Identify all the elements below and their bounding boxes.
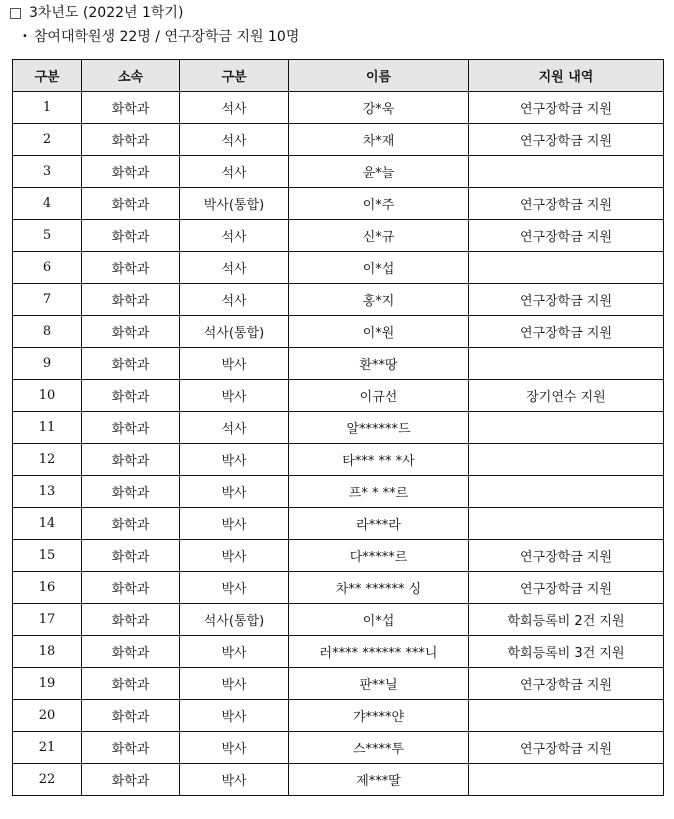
cell-name: 차** ****** 싱	[289, 572, 469, 604]
table-row	[13, 412, 664, 444]
cell-department: 화학과	[82, 604, 180, 636]
table-row	[13, 156, 664, 188]
column-header-department: 소속	[82, 60, 180, 92]
table-row	[13, 252, 664, 284]
cell-name: 이*섭	[289, 604, 469, 636]
cell-department: 화학과	[82, 156, 180, 188]
cell-department: 화학과	[82, 476, 180, 508]
cell-number: 7	[13, 284, 82, 316]
cell-support: 연구장학금 지원	[469, 284, 664, 316]
cell-support: 연구장학금 지원	[469, 540, 664, 572]
cell-degree: 박사(통합)	[180, 188, 289, 220]
table-row	[13, 92, 664, 124]
cell-degree: 석사	[180, 412, 289, 444]
cell-support: 학회등록비 2건 지원	[469, 604, 664, 636]
cell-number: 22	[13, 764, 82, 796]
cell-name: 프* * **르	[289, 476, 469, 508]
cell-support	[469, 476, 664, 508]
cell-support: 연구장학금 지원	[469, 572, 664, 604]
cell-degree: 박사	[180, 508, 289, 540]
table-row	[13, 348, 664, 380]
cell-number: 18	[13, 636, 82, 668]
table-row	[13, 444, 664, 476]
section-heading-text: 3차년도 (2022년 1학기)	[29, 5, 184, 21]
cell-name: 홍*지	[289, 284, 469, 316]
cell-name: 이*섭	[289, 252, 469, 284]
cell-name: 차*재	[289, 124, 469, 156]
table-row	[13, 220, 664, 252]
cell-number: 2	[13, 124, 82, 156]
cell-support	[469, 252, 664, 284]
cell-degree: 박사	[180, 444, 289, 476]
cell-name: 판**닐	[289, 668, 469, 700]
cell-name: 제***딸	[289, 764, 469, 796]
cell-degree: 박사	[180, 764, 289, 796]
cell-department: 화학과	[82, 572, 180, 604]
cell-department: 화학과	[82, 540, 180, 572]
cell-name: 환**땅	[289, 348, 469, 380]
cell-name: 스****투	[289, 732, 469, 764]
cell-degree: 석사(통합)	[180, 316, 289, 348]
cell-support	[469, 444, 664, 476]
cell-department: 화학과	[82, 188, 180, 220]
cell-number: 3	[13, 156, 82, 188]
checkbox-square-icon	[10, 8, 21, 19]
cell-support: 연구장학금 지원	[469, 220, 664, 252]
table-row	[13, 668, 664, 700]
table-row	[13, 764, 664, 796]
cell-department: 화학과	[82, 380, 180, 412]
cell-number: 11	[13, 412, 82, 444]
section-heading	[10, 4, 183, 22]
cell-number: 9	[13, 348, 82, 380]
cell-department: 화학과	[82, 92, 180, 124]
cell-department: 화학과	[82, 732, 180, 764]
cell-department: 화학과	[82, 668, 180, 700]
cell-name: 타*** ** *사	[289, 444, 469, 476]
table-row	[13, 604, 664, 636]
cell-name: 갸****얀	[289, 700, 469, 732]
table-body	[13, 92, 664, 796]
cell-department: 화학과	[82, 700, 180, 732]
cell-department: 화학과	[82, 316, 180, 348]
cell-name: 강*욱	[289, 92, 469, 124]
cell-support: 학회등록비 3건 지원	[469, 636, 664, 668]
cell-name: 이*원	[289, 316, 469, 348]
cell-degree: 석사(통합)	[180, 604, 289, 636]
cell-name: 알******드	[289, 412, 469, 444]
table-row	[13, 732, 664, 764]
cell-degree: 박사	[180, 476, 289, 508]
column-header-support: 지원 내역	[469, 60, 664, 92]
cell-name: 라***라	[289, 508, 469, 540]
cell-name: 윤*늘	[289, 156, 469, 188]
cell-name: 다*****르	[289, 540, 469, 572]
column-header-name: 이름	[289, 60, 469, 92]
cell-support	[469, 764, 664, 796]
cell-support: 연구장학금 지원	[469, 92, 664, 124]
cell-department: 화학과	[82, 764, 180, 796]
cell-number: 13	[13, 476, 82, 508]
table-row	[13, 188, 664, 220]
cell-number: 6	[13, 252, 82, 284]
cell-department: 화학과	[82, 284, 180, 316]
column-header-degree: 구분	[180, 60, 289, 92]
cell-number: 10	[13, 380, 82, 412]
cell-degree: 박사	[180, 348, 289, 380]
cell-support: 연구장학금 지원	[469, 316, 664, 348]
cell-degree: 석사	[180, 220, 289, 252]
table-row	[13, 316, 664, 348]
cell-number: 14	[13, 508, 82, 540]
cell-department: 화학과	[82, 220, 180, 252]
cell-number: 20	[13, 700, 82, 732]
cell-degree: 석사	[180, 92, 289, 124]
table-row	[13, 636, 664, 668]
cell-number: 17	[13, 604, 82, 636]
cell-support: 연구장학금 지원	[469, 668, 664, 700]
cell-support	[469, 700, 664, 732]
cell-number: 15	[13, 540, 82, 572]
cell-department: 화학과	[82, 348, 180, 380]
cell-department: 화학과	[82, 252, 180, 284]
table-row	[13, 380, 664, 412]
bullet-icon: •	[22, 31, 28, 42]
table-header-row	[13, 60, 664, 92]
cell-support: 장기연수 지원	[469, 380, 664, 412]
cell-department: 화학과	[82, 636, 180, 668]
cell-department: 화학과	[82, 412, 180, 444]
cell-name: 신*규	[289, 220, 469, 252]
cell-degree: 박사	[180, 700, 289, 732]
cell-support: 연구장학금 지원	[469, 124, 664, 156]
cell-number: 8	[13, 316, 82, 348]
cell-degree: 박사	[180, 668, 289, 700]
cell-number: 16	[13, 572, 82, 604]
cell-number: 19	[13, 668, 82, 700]
cell-department: 화학과	[82, 444, 180, 476]
summary-text: 참여대학원생 22명 / 연구장학금 지원 10명	[33, 29, 300, 45]
column-header-number: 구분	[13, 60, 82, 92]
cell-degree: 박사	[180, 540, 289, 572]
cell-support	[469, 156, 664, 188]
table-row	[13, 284, 664, 316]
table-row	[13, 572, 664, 604]
cell-number: 4	[13, 188, 82, 220]
cell-department: 화학과	[82, 124, 180, 156]
cell-number: 12	[13, 444, 82, 476]
cell-degree: 박사	[180, 732, 289, 764]
cell-name: 러**** ****** ***니	[289, 636, 469, 668]
cell-support	[469, 348, 664, 380]
cell-number: 5	[13, 220, 82, 252]
table-row	[13, 508, 664, 540]
cell-degree: 석사	[180, 156, 289, 188]
cell-degree: 석사	[180, 124, 289, 156]
table-row	[13, 700, 664, 732]
cell-support: 연구장학금 지원	[469, 732, 664, 764]
cell-department: 화학과	[82, 508, 180, 540]
cell-degree: 석사	[180, 284, 289, 316]
cell-degree: 박사	[180, 572, 289, 604]
cell-number: 21	[13, 732, 82, 764]
cell-number: 1	[13, 92, 82, 124]
table-row	[13, 540, 664, 572]
cell-degree: 박사	[180, 636, 289, 668]
cell-support	[469, 508, 664, 540]
table-row	[13, 476, 664, 508]
summary-line	[22, 28, 299, 46]
cell-support	[469, 412, 664, 444]
cell-support: 연구장학금 지원	[469, 188, 664, 220]
cell-name: 이*주	[289, 188, 469, 220]
student-support-table	[12, 59, 664, 796]
cell-degree: 석사	[180, 252, 289, 284]
cell-degree: 박사	[180, 380, 289, 412]
table-row	[13, 124, 664, 156]
cell-name: 이규선	[289, 380, 469, 412]
